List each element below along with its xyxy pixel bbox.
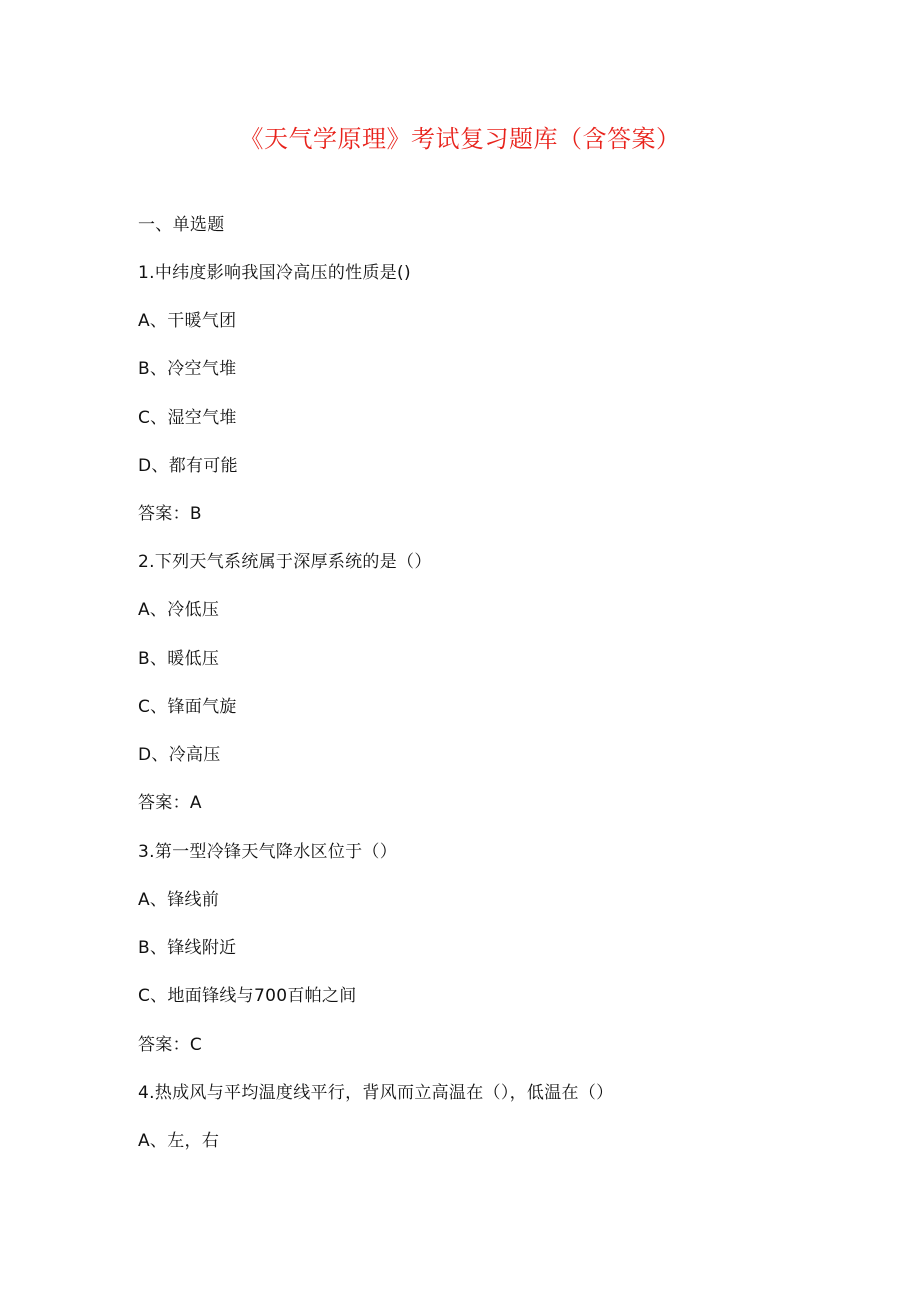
- question-4-text: 4.热成风与平均温度线平行，背风而立高温在（），低温在（）: [138, 1083, 614, 1103]
- question-3-option-c: C、地面锋线与700百帕之间: [138, 986, 357, 1006]
- question-1-option-c: C、湿空气堆: [138, 408, 237, 428]
- question-3-answer: 答案：C: [138, 1035, 203, 1055]
- question-3-option-a: A、锋线前: [138, 890, 220, 910]
- page-title: 《天气学原理》考试复习题库（含答案）: [239, 125, 681, 153]
- question-2-answer: 答案：A: [138, 793, 202, 813]
- question-1-answer: 答案：B: [138, 504, 202, 524]
- question-1-option-a: A、干暖气团: [138, 311, 237, 331]
- question-1-text: 1.中纬度影响我国冷高压的性质是(): [138, 263, 411, 283]
- section-heading: 一、单选题: [138, 215, 225, 235]
- question-4-option-a: A、左，右: [138, 1131, 220, 1151]
- question-2-option-c: C、锋面气旋: [138, 697, 237, 717]
- question-3-option-b: B、锋线附近: [138, 938, 237, 958]
- question-2-option-a: A、冷低压: [138, 600, 220, 620]
- question-1-option-b: B、冷空气堆: [138, 359, 237, 379]
- question-1-option-d: D、都有可能: [138, 456, 238, 476]
- question-3-text: 3.第一型冷锋天气降水区位于（）: [138, 842, 398, 862]
- question-2-option-d: D、冷高压: [138, 745, 221, 765]
- question-2-option-b: B、暖低压: [138, 649, 220, 669]
- question-2-text: 2.下列天气系统属于深厚系统的是（）: [138, 552, 432, 572]
